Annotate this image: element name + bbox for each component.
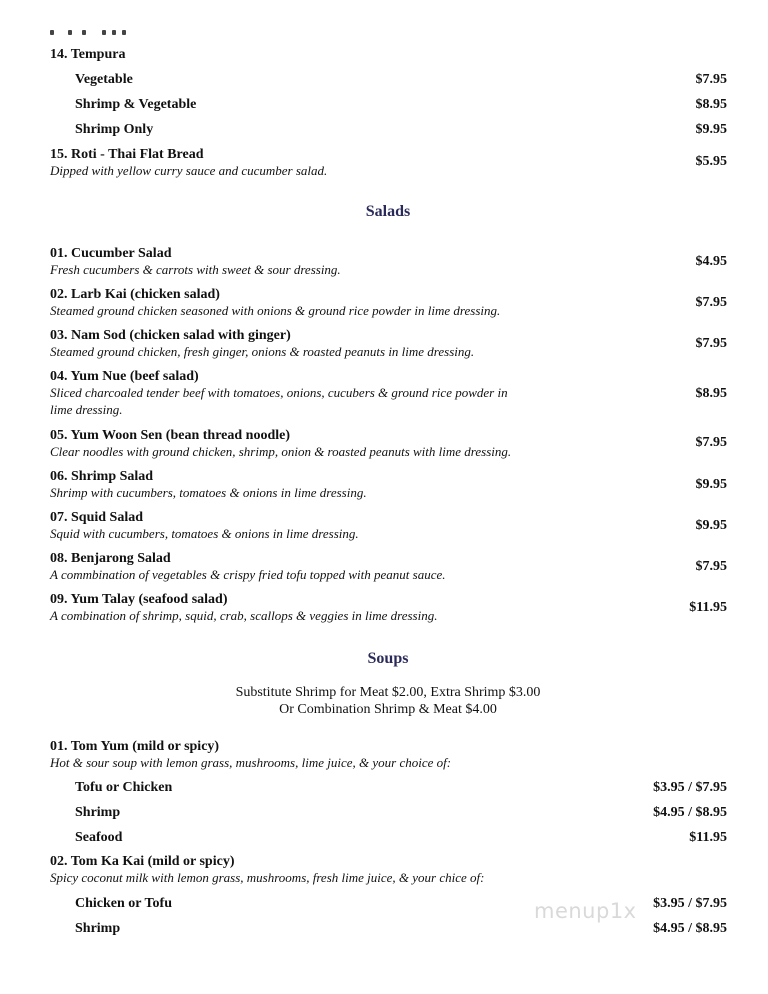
option-name: Shrimp & Vegetable — [75, 97, 197, 112]
item-description: Squid with cucumbers, tomatoes & onions in lime dressing. — [50, 526, 359, 541]
item-title: 07. Squid Salad — [50, 510, 143, 525]
item-title: 14. Tempura — [50, 47, 126, 62]
item-title: 02. Larb Kai (chicken salad) — [50, 287, 220, 302]
option-price: $8.95 — [695, 97, 727, 112]
item-description: Clear noodles with ground chicken, shrimp, onion & roasted peanuts with lime dressing. — [50, 444, 512, 459]
section-heading-soups: Soups — [367, 650, 409, 667]
option-name: Shrimp — [75, 805, 121, 820]
option-price: $3.95 / $7.95 — [653, 780, 727, 795]
option-name: Shrimp — [75, 921, 121, 936]
option-name: Tofu or Chicken — [75, 780, 173, 795]
option-name: Chicken or Tofu — [75, 896, 172, 911]
item-title: 15. Roti - Thai Flat Bread — [50, 147, 204, 162]
item-price: $7.95 — [695, 295, 727, 310]
item-description: A combination of shrimp, squid, crab, scallops & veggies in lime dressing. — [50, 608, 438, 623]
option-name: Vegetable — [75, 72, 133, 87]
item-description: Steamed ground chicken seasoned with onions & ground rice powder in lime dressing. — [50, 303, 501, 318]
soups-note: Substitute Shrimp for Meat $2.00, Extra Shrimp $3.00 — [235, 685, 541, 700]
option-price: $7.95 — [695, 72, 727, 87]
item-price: $8.95 — [695, 386, 727, 401]
item-description: Steamed ground chicken, fresh ginger, onions & roasted peanuts in lime dressing. — [50, 344, 475, 359]
item-description: Spicy coconut milk with lemon grass, mushrooms, fresh lime juice, & your chice of: — [50, 870, 485, 885]
item-price: $4.95 — [695, 254, 727, 269]
option-price: $11.95 — [689, 830, 727, 845]
option-price: $3.95 / $7.95 — [653, 896, 727, 911]
item-title: 04. Yum Nue (beef salad) — [50, 369, 199, 384]
option-price: $9.95 — [695, 122, 727, 137]
item-description: Dipped with yellow curry sauce and cucumber salad. — [50, 163, 328, 178]
item-title: 02. Tom Ka Kai (mild or spicy) — [50, 854, 235, 869]
item-price: $7.95 — [695, 559, 727, 574]
item-title: 08. Benjarong Salad — [50, 551, 171, 566]
option-price: $4.95 / $8.95 — [653, 921, 727, 936]
watermark: menup1x — [534, 899, 637, 923]
option-name: Seafood — [75, 830, 123, 845]
item-title: 01. Cucumber Salad — [50, 246, 172, 261]
item-description: A commbination of vegetables & crispy fried tofu topped with peanut sauce. — [50, 567, 446, 582]
item-price: $5.95 — [695, 154, 727, 169]
item-description: Fresh cucumbers & carrots with sweet & sour dressing. — [50, 262, 341, 277]
item-price: $9.95 — [695, 518, 727, 533]
item-price: $7.95 — [695, 336, 727, 351]
item-title: 01. Tom Yum (mild or spicy) — [50, 739, 220, 754]
item-description: Sliced charcoaled tender beef with tomatoes, onions, cucubers & ground rice powder in — [50, 385, 508, 400]
section-heading-salads: Salads — [365, 203, 411, 220]
item-title: 03. Nam Sod (chicken salad with ginger) — [50, 328, 291, 343]
item-price: $11.95 — [689, 600, 727, 615]
option-name: Shrimp Only — [75, 122, 154, 137]
item-title: 09. Yum Talay (seafood salad) — [50, 592, 228, 607]
item-description: Hot & sour soup with lemon grass, mushrooms, lime juice, & your choice of: — [50, 755, 452, 770]
option-price: $4.95 / $8.95 — [653, 805, 727, 820]
soups-note: Or Combination Shrimp & Meat $4.00 — [279, 702, 497, 717]
item-title: 05. Yum Woon Sen (bean thread noodle) — [50, 428, 290, 443]
item-price: $9.95 — [695, 477, 727, 492]
cropped-text-fragment — [50, 30, 130, 36]
item-description: lime dressing. — [50, 402, 123, 417]
item-title: 06. Shrimp Salad — [50, 469, 154, 484]
item-price: $7.95 — [695, 435, 727, 450]
item-description: Shrimp with cucumbers, tomatoes & onions in lime dressing. — [50, 485, 367, 500]
